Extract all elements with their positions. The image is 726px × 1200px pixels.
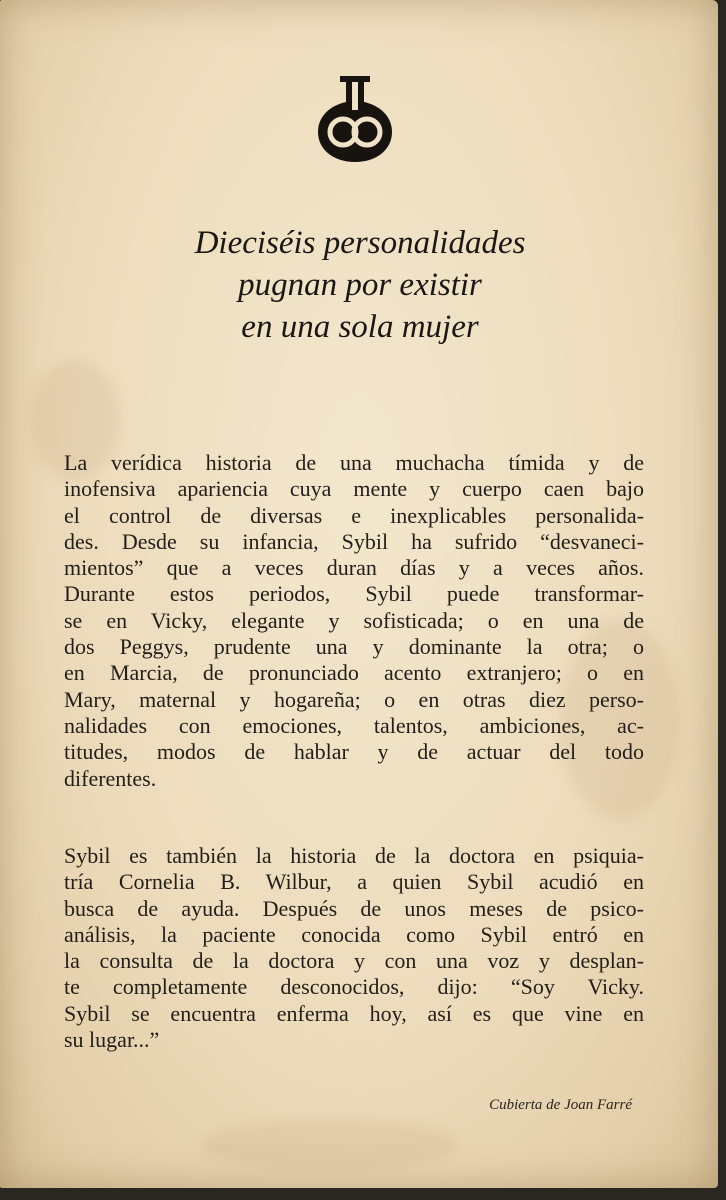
paper-stain <box>200 1120 460 1170</box>
text-line: dos Peggys, prudente una y dominante la otra; o <box>64 634 644 660</box>
text-line: análisis, la paciente conocida como Sybil entró en <box>64 921 644 947</box>
text-line: diferentes. <box>64 765 157 791</box>
text-line: titudes, modos de hablar y de actuar del todo <box>64 739 644 765</box>
text-line: su lugar...” <box>64 1027 160 1053</box>
text-line: des. Desde su infancia, Sybil ha sufrido “desvaneci- <box>64 528 644 554</box>
text-line: busca de ayuda. Después de unos meses de psico- <box>64 895 644 921</box>
tagline-line: Dieciséis personalidades <box>194 225 526 261</box>
doctor-paragraph <box>64 843 644 1053</box>
text-line: en Marcia, de pronunciado acento extranjero; o en <box>64 660 644 686</box>
text-line: Durante estos periodos, Sybil puede transformar- <box>64 581 644 607</box>
text-line: Mary, maternal y hogareña; o en otras diez perso- <box>64 686 644 712</box>
publisher-emblem-icon <box>316 72 394 164</box>
text-line: la consulta de la doctora y con una voz y desplan- <box>64 948 644 974</box>
text-line: el control de diversas e inexplicables personalida- <box>64 502 644 528</box>
text-line: La verídica historia de una muchacha tímida y de <box>64 450 644 475</box>
text-line: Sybil es también la historia de la doctora en psiquia- <box>64 843 644 868</box>
text-line: se en Vicky, elegante y sofisticada; o en una de <box>64 607 644 633</box>
text-line: inofensiva apariencia cuya mente y cuerpo caen bajo <box>64 476 644 502</box>
tagline-line: en una sola mujer <box>241 309 479 345</box>
tagline <box>110 222 610 348</box>
text-line: te completamente desconocidos, dijo: “Soy Vicky. <box>64 974 644 1000</box>
text-line: mientos” que a veces duran días y a veces años. <box>64 555 644 581</box>
tagline-line: pugnan por existir <box>238 267 482 303</box>
text-line: Sybil se encuentra enferma hoy, así es que vine en <box>64 1000 644 1026</box>
text-line: tría Cornelia B. Wilbur, a quien Sybil acudió en <box>64 869 644 895</box>
text-line: nalidades con emociones, talentos, ambiciones, ac- <box>64 712 644 738</box>
synopsis-paragraph <box>64 450 644 792</box>
cover-credit: Cubierta de Joan Farré <box>489 1097 632 1113</box>
